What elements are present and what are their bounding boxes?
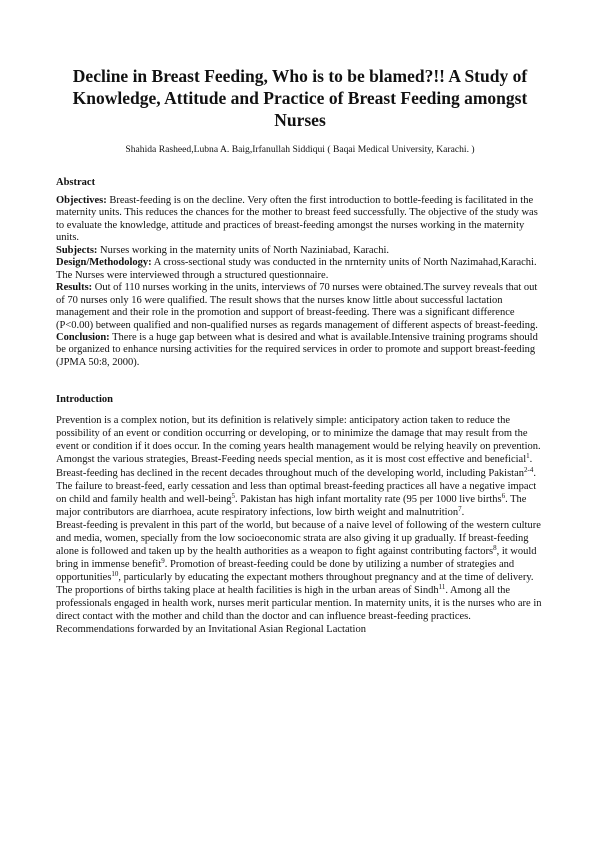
conclusion-label: Conclusion: <box>56 331 110 343</box>
citation-ref: 10 <box>111 569 119 578</box>
abstract-body <box>56 195 544 369</box>
results-label: Results: <box>56 282 93 294</box>
intro-p4-text-a: The proportions of births taking place at health facilities is high in the urban areas of Sindh <box>56 584 439 596</box>
intro-p2-text-c: . Pakistan has high infant mortality rate (95 per 1000 live births <box>235 493 502 505</box>
citation-ref: 8 <box>493 543 497 552</box>
intro-p1-end: . <box>529 454 533 466</box>
design-text: A cross-sectional study was conducted in the nrnternity units of North Nazimahad,Karachi. The Nurses were interviewed through a structured questionnaire. <box>56 257 537 281</box>
author-line: Shahida Rasheed,Lubna A. Baig,Irfanullah Siddiqui ( Baqai Medical University, Karachi. ) <box>125 144 475 155</box>
introduction-heading: Introduction <box>56 394 113 406</box>
citation-ref: 2-4 <box>524 465 534 474</box>
abstract-conclusion <box>56 332 544 369</box>
intro-paragraph-3 <box>56 519 544 584</box>
paper-page <box>0 65 600 841</box>
paper-title: Decline in Breast Feeding, Who is to be blamed?!! A Study of Knowledge, Attitude and Practice of Breast Feeding amongst Nurses <box>72 66 528 130</box>
citation-ref: 5 <box>231 491 236 500</box>
intro-paragraph-2 <box>56 467 544 519</box>
citation-ref: 7 <box>458 504 462 513</box>
objectives-label: Objectives: <box>56 195 107 206</box>
intro-paragraph-4 <box>56 584 544 636</box>
introduction-body <box>56 414 544 636</box>
subjects-label: Subjects: <box>56 244 98 256</box>
subjects-text: Nurses working in the maternity units of North Naziniabad, Karachi. <box>100 244 390 256</box>
intro-p2-text-b: . The failure to breast-feed, early cessation and less than optimal breast-feeding practices all have a negative impact on child and family health and well-being <box>56 467 537 505</box>
intro-p3-text-b: , it would bring in immense benefit <box>56 545 537 570</box>
abstract-results <box>56 282 544 332</box>
citation-ref: 9 <box>161 556 165 565</box>
intro-p3-text-d: , particularly by educating the expectant mothers throughout pregnancy and at the time of delivery. <box>118 571 534 583</box>
abstract-heading: Abstract <box>56 177 96 188</box>
intro-p1-text: Prevention is a complex notion, but its definition is relatively simple: anticipatory action taken to reduce the possibility of an event or condition occurring or developing, or to minimize the damage that may result from the event or condition if it does occur. In the coming years health management would be relying heavily on prevention. Amongst the various strategies, Breast-Feeding needs special mention, as it is most cost effective and beneficial <box>56 415 541 466</box>
conclusion-text: There is a huge gap between what is desired and what is available.Intensive training programs should be organized to enhance nursing activities for the required services in order to promote and support breast-feeding (JPMA 50:8, 2000). <box>56 331 538 368</box>
abstract-subjects <box>56 245 544 257</box>
objectives-text: Breast-feeding is on the decline. Very often the first introduction to bottle-feeding is facilitated in the maternity units. This reduces the chances for the mother to breast feed successfully. The objective of the study was to evaluate the knowledge, attitude and practices of breast-feeding amongst the nurses working in the maternity units. <box>56 195 538 244</box>
abstract-objectives <box>56 195 544 245</box>
intro-p4-text-b: . Among all the professionals engaged in health work, nurses merit particular mention. In maternity units, it is the nurses who are in direct contact with the mother and child than the doctor and can influence breast-feeding practices. Recommendations forwarded by an Invitational Asian Regional Lactation <box>56 584 542 636</box>
intro-p3-text-a: Breast-feeding is prevalent in this part of the world, but because of a naive level of following of the western culture and media, women, specially from the low socioeconomic strata are also giving it up gradually. If breast-feeding alone is followed and taken up by the health authorities as a weapon to fight against contributing factors <box>56 519 541 557</box>
citation-ref: 11 <box>438 582 446 591</box>
intro-p2-text-d: . The major contributors are diarrhoea, acute respiratory infections, low birth weight and malnutrition <box>56 493 527 518</box>
design-label: Design/Methodology: <box>56 257 152 269</box>
intro-paragraph-1 <box>56 414 544 466</box>
intro-p3-text-c: . Promotion of breast-feeding could be done by utilizing a number of strategies and opportunities <box>56 558 515 583</box>
citation-ref: 1 <box>526 452 530 461</box>
intro-p2-end: . <box>461 506 465 518</box>
abstract-design <box>56 257 544 282</box>
results-text: Out of 110 nurses working in the units, interviews of 70 nurses were obtained.The survey reveals that out of 70 nurses only 16 were qualified. The result shows that the nurses know little about successful lactation management and their role in the promotion and support of breast-feeding. There was a significant difference (P<0.00) between qualified and non-qualified nurses as regards management of different aspects of breast-feeding. <box>56 282 538 331</box>
citation-ref: 6 <box>501 491 506 500</box>
intro-p2-text-a: Breast-feeding has declined in the recent decades throughout much of the developing world, including Pakistan <box>56 467 524 479</box>
